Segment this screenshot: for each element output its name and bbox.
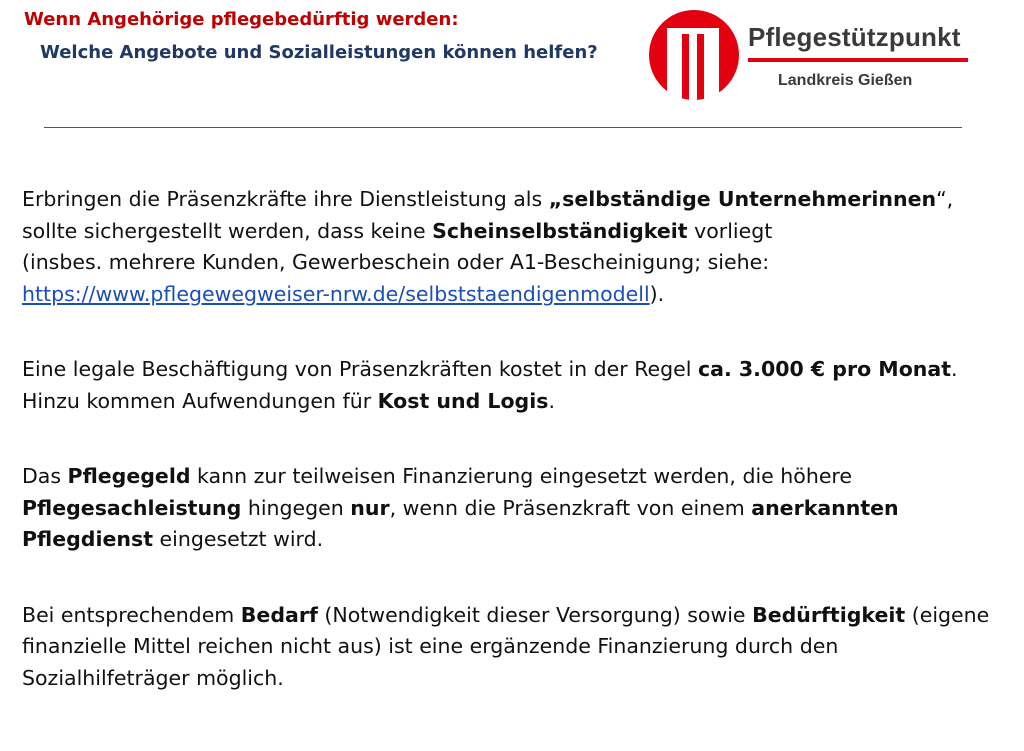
paragraph-text: . Hinzu kommen Aufwendungen für: [22, 357, 958, 413]
header-divider: [44, 127, 962, 128]
paragraph-text: Bei entsprechendem: [22, 602, 241, 627]
page-subtitle: Welche Angebote und Sozialleistungen können helfen?: [40, 42, 598, 63]
emphasis-text: Pflegegeld: [67, 464, 191, 488]
page-header: [0, 0, 1024, 130]
emphasis-text: Bedürftigkeit: [752, 602, 906, 627]
emphasis-text: Scheinselbständigkeit: [432, 218, 688, 243]
paragraph-text: hingegen: [241, 495, 351, 520]
paragraph-text: ).: [649, 281, 665, 306]
paragraph-text: (eigene finanzielle Mittel reichen nicht aus) ist eine ergänzende Finanzierung durch den Sozialhilfeträger möglich.: [22, 602, 990, 690]
pflegestuetzpunkt-logo: [648, 8, 978, 108]
paragraph-text: (Notwendigkeit dieser Versorgung) sowie: [317, 602, 753, 627]
logo-emblem-icon: [648, 8, 744, 104]
emphasis-text: Kost und Logis: [377, 388, 549, 413]
page-title: Wenn Angehörige pflegebedürftig werden:: [24, 9, 459, 30]
main-content: [22, 184, 1012, 738]
pflegewegweiser-link[interactable]: https://www.pflegewegweiser-nrw.de/selbststaendigenmodell: [22, 281, 650, 306]
paragraph-pflegegeld: [22, 461, 1012, 556]
paragraph-text: sollte sichergestellt werden, dass keine: [22, 218, 433, 243]
emphasis-text: anerkannten Pflegdienst: [22, 495, 899, 551]
emphasis-text: „selbständige Unternehmerinnen: [548, 187, 937, 211]
paragraph-text: .: [548, 388, 555, 413]
paragraph-text: , wenn die Präsenzkraft von einem: [389, 495, 752, 520]
paragraph-text: Eine legale Beschäftigung von Präsenzkräften kostet in der Regel: [22, 357, 698, 381]
paragraph-text: vorliegt: [687, 218, 773, 243]
emphasis-text: nur: [350, 495, 390, 520]
paragraph-text: Erbringen die Präsenzkräfte ihre Dienstleistung als: [22, 187, 549, 211]
emphasis-text: ca. 3.000 € pro Monat: [698, 357, 952, 381]
paragraph-text: “,: [936, 187, 954, 211]
paragraph-selbstaendige: [22, 184, 1012, 310]
logo-region: Landkreis Gießen: [778, 72, 913, 89]
logo-rule: [748, 58, 968, 62]
emphasis-text: Bedarf: [240, 602, 318, 627]
paragraph-text: Das: [22, 464, 68, 488]
paragraph-sozialhilfe: [22, 600, 1012, 695]
logo-name: Pflegestützpunkt: [748, 22, 961, 52]
paragraph-kosten: [22, 354, 1012, 417]
emphasis-text: Pflegesachleistung: [22, 495, 242, 520]
paragraph-text: eingesetzt wird.: [153, 527, 324, 551]
paragraph-text: kann zur teilweisen Finanzierung eingesetzt werden, die höhere: [190, 464, 853, 488]
paragraph-text: (insbes. mehrere Kunden, Gewerbeschein oder A1-Bescheinigung; siehe:: [22, 250, 770, 274]
